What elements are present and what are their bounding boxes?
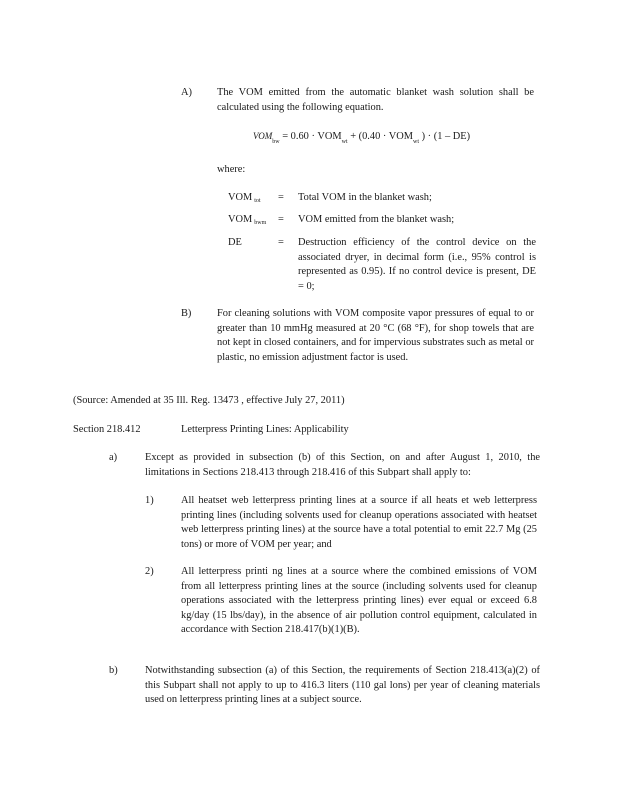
- item-a-text: The VOM emitted from the automatic blanket wash solution shall be calculated using the following equation.: [217, 87, 534, 113]
- equation-rest: ) · (1 – DE): [421, 131, 471, 142]
- item-b-text: For cleaning solutions with VOM composite vapor pressures of equal to or greater than 10 mmHg measured at 20 °C (68 °F), for shop towels that are not kept in closed containers, and for impervious substrates such as metal or plastic, no emission adjustment factor is used.: [217, 308, 534, 363]
- para-b-label: b): [109, 665, 118, 676]
- equation-plus: + (0.40 · VOM: [350, 131, 414, 142]
- def-description: Destruction efficiency of the control device on the associated dryer, in decimal form (i.e., 95% control is represented as 0.95). If no control device is present, DE = 0;: [298, 237, 536, 292]
- equation-lhs-sub: bw: [272, 139, 280, 145]
- item-1-text: All heatset web letterpress printing lines at a source if all heats et web letterpress printing lines (including solvents used for cleanup operations associated with heatset web letterpress printing lines) at the source have a total potential to emit 22.7 Mg (25 tons) or more of VOM per year; and: [181, 495, 537, 550]
- equation-term2-sub: wt: [413, 139, 420, 145]
- def-subscript: tot: [254, 198, 261, 204]
- item-2-text: All letterpress printi ng lines at a source where the combined emissions of VOM from all letterpress printing lines at the source (including solvents used for cleanup operations associated with the letterpress printing lines) ever equal or exceed 6.8 kg/day (15 lbs/day), in the absence of air pollution control equipment, calculated in accordance with Section 218.417(b)(1)(B).: [181, 566, 537, 635]
- def-symbol-de: DE: [228, 237, 242, 248]
- equation-lhs: VOM: [253, 131, 273, 141]
- equation-equals: =: [282, 131, 289, 142]
- para-b-text: Notwithstanding subsection (a) of this Section, the requirements of Section 218.413(a)(2) of this Subpart shall not apply to up to 416.3 liters (110 gal lons) per year of cleaning materials used on letterpress printing lines at a subject source.: [145, 665, 540, 705]
- item-2-label: 2): [145, 566, 154, 577]
- def-description: Total VOM in the blanket wash;: [298, 192, 432, 203]
- para-a-text: Except as provided in subsection (b) of this Section, on and after August 1, 2010, the limitations in Sections 218.413 through 218.416 of this Subpart shall apply to:: [145, 452, 540, 478]
- def-equals: =: [278, 237, 284, 248]
- def-symbol-vom-bwm: [228, 213, 266, 229]
- equation: [253, 129, 533, 146]
- section-number: Section 218.412: [73, 424, 141, 435]
- def-subscript: bwm: [254, 220, 267, 226]
- def-symbol: VOM: [228, 192, 253, 203]
- para-a-label: a): [109, 452, 118, 463]
- def-equals: =: [278, 214, 284, 225]
- item-a-label: A): [181, 87, 192, 98]
- def-equals: =: [278, 192, 284, 203]
- def-symbol-vom-tot: [228, 191, 261, 207]
- item-b-label: B): [181, 308, 192, 319]
- def-symbol: VOM: [228, 214, 253, 225]
- def-description: VOM emitted from the blanket wash;: [298, 214, 455, 225]
- source-note: (Source: Amended at 35 Ill. Reg. 13473 , effective July 27, 2011): [73, 395, 345, 406]
- where-label: where:: [217, 164, 246, 175]
- section-title: Letterpress Printing Lines: Applicability: [181, 424, 349, 435]
- equation-term1-sub: wt: [341, 139, 348, 145]
- item-1-label: 1): [145, 495, 154, 506]
- equation-term1: 0.60 · VOM: [290, 131, 342, 142]
